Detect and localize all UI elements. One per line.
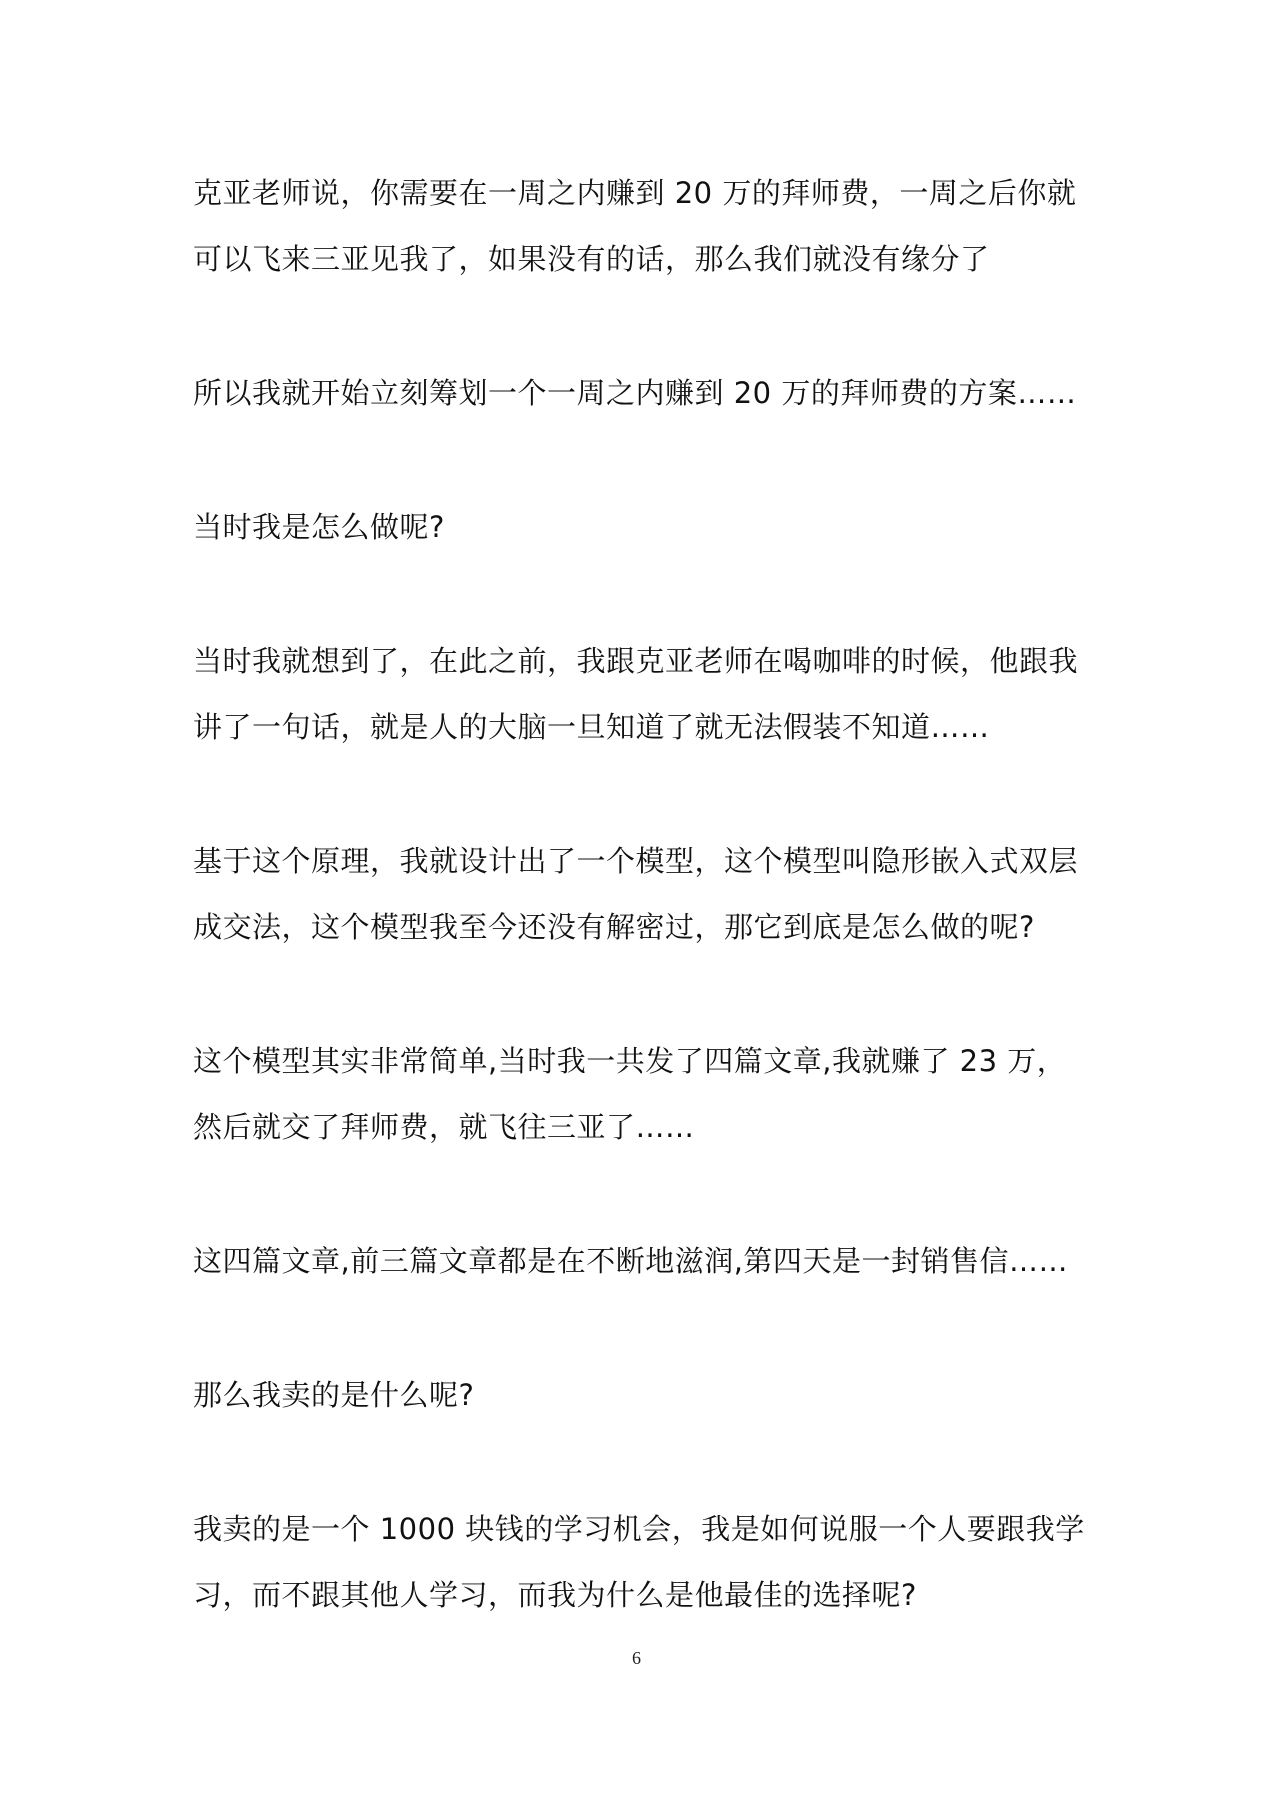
paragraph (193, 1362, 1093, 1428)
text-line: 这个模型其实非常简单,当时我一共发了四篇文章,我就赚了 23 万， (193, 1044, 1067, 1078)
text-line: 基于这个原理，我就设计出了一个模型，这个模型叫隐形嵌入式双层 (193, 844, 1079, 878)
paragraph (193, 828, 1093, 960)
page-number: 6 (632, 1648, 641, 1668)
paragraph (193, 494, 1093, 560)
paragraph (193, 160, 1093, 292)
text-line: 当时我是怎么做呢? (193, 510, 445, 544)
text-line: 可以飞来三亚见我了，如果没有的话，那么我们就没有缘分了 (193, 242, 990, 276)
text-line: 所以我就开始立刻筹划一个一周之内赚到 20 万的拜师费的方案…… (193, 376, 1077, 410)
text-line: 那么我卖的是什么呢? (193, 1378, 475, 1412)
paragraph (193, 360, 1093, 426)
text-line: 然后就交了拜师费，就飞往三亚了…… (193, 1110, 695, 1144)
text-line: 这四篇文章,前三篇文章都是在不断地滋润,第四天是一封销售信…… (193, 1244, 1068, 1278)
text-line: 习，而不跟其他人学习，而我为什么是他最佳的选择呢? (193, 1578, 917, 1612)
text-line: 当时我就想到了，在此之前，我跟克亚老师在喝咖啡的时候，他跟我 (193, 644, 1079, 678)
text-line: 成交法，这个模型我至今还没有解密过，那它到底是怎么做的呢? (193, 910, 1035, 944)
paragraph (193, 1496, 1093, 1628)
text-line: 克亚老师说，你需要在一周之内赚到 20 万的拜师费，一周之后你就 (193, 176, 1077, 210)
document-body (193, 160, 1093, 1696)
paragraph (193, 1228, 1093, 1294)
text-line: 我卖的是一个 1000 块钱的学习机会，我是如何说服一个人要跟我学 (193, 1512, 1085, 1546)
paragraph (193, 628, 1093, 760)
text-line: 讲了一句话，就是人的大脑一旦知道了就无法假装不知道…… (193, 710, 990, 744)
paragraph (193, 1028, 1093, 1160)
